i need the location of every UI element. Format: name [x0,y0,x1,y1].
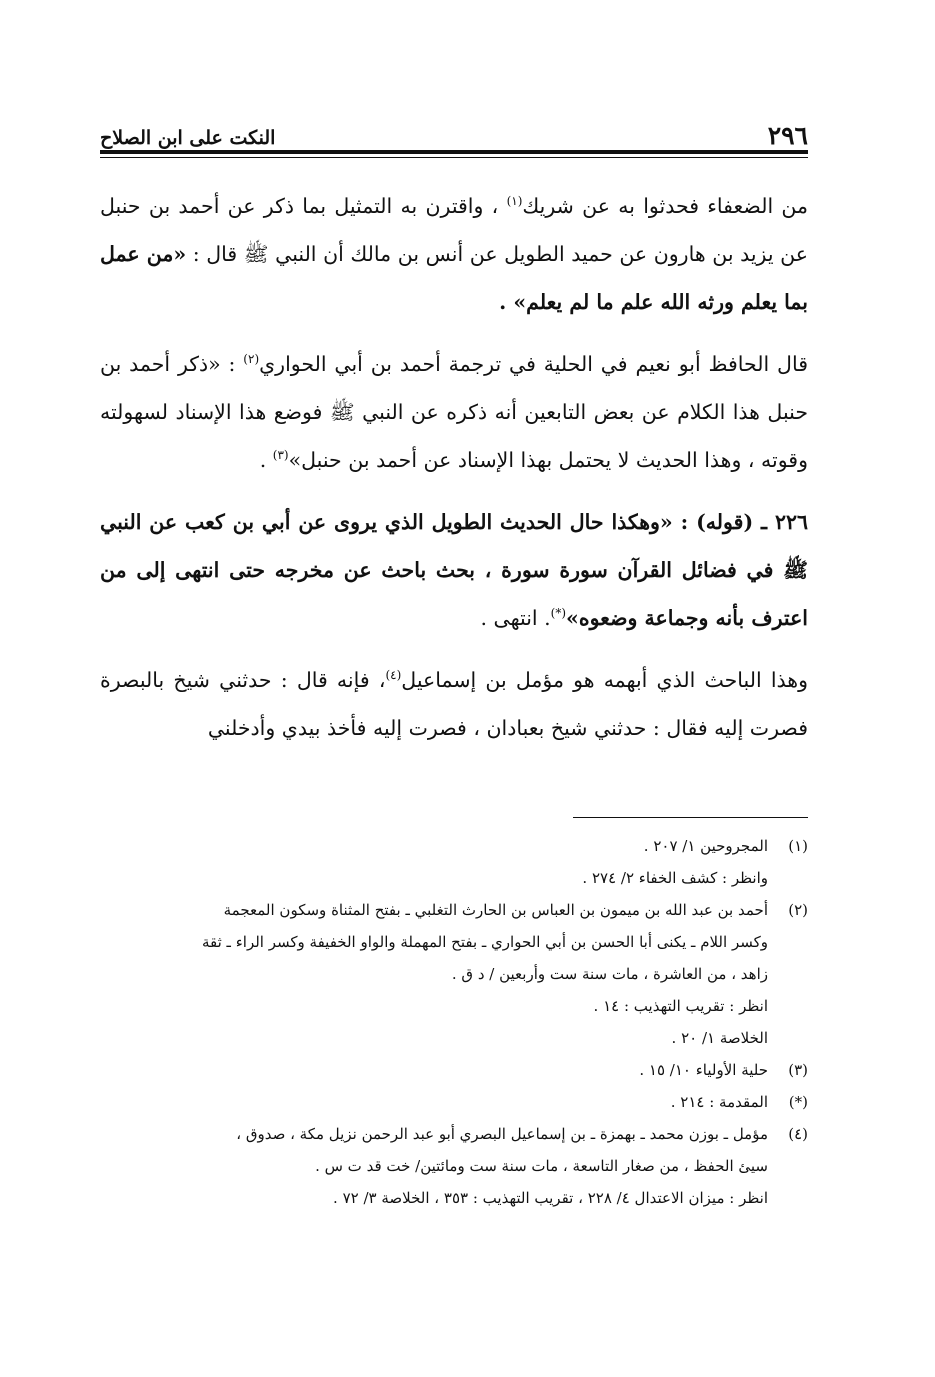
p2-text-1: قال الحافظ أبو نعيم في الحلية في ترجمة أحمد بن أبي الحواري [259,352,808,376]
p1-text-2: ، واقترن به التمثيل بما ذكر عن أحمد بن حنبل عن يزيد بن هارون عن حميد الطويل عن أنس بن مالك أن النبي ﷺ قال : [100,194,808,266]
footnote-ref-2: (٢) [243,352,260,367]
footnote-line: الخلاصة ١/ ٢٠ . [671,1029,768,1047]
p1-hadith-quote: «من عمل بما يعلم ورثه الله علم ما لم يعلم» . [100,242,808,314]
p2-text-2: : «ذكر أحمد بن حنبل هذا الكلام عن بعض التابعين أنه ذكره عن النبي ﷺ فوضع هذا الإسناد لسهولته وقوته ، وهذا الحديث لا يحتمل بهذا الإسناد عن أحمد بن حنبل» [100,352,808,472]
footnote-separator [573,817,808,818]
footnote-line: المقدمة : ٢١٤ . [670,1093,768,1111]
paragraph-4 [100,656,808,752]
paragraph-2 [100,340,808,484]
page-header [100,118,808,148]
p2-text-3: . [259,448,273,472]
footnote-ref-4: (٤) [385,668,402,683]
footnote-line: وانظر : كشف الخفاء ٢/ ٢٧٤ . [582,869,768,887]
footnote-4 [100,1118,808,1214]
footnote-3 [100,1054,808,1086]
footnote-line: زاهد ، من العاشرة ، مات سنة ست وأربعين / د ق . [451,965,768,983]
footnote-ref-1: (١) [506,194,523,209]
footnote-number: (١) [788,837,808,855]
footnote-line: انظر : ميزان الاعتدال ٤/ ٢٢٨ ، تقريب التهذيب : ٣٥٣ ، الخلاصة ٣/ ٧٢ . [333,1189,768,1207]
running-title: النكت على ابن الصلاح [100,127,276,149]
footnote-line: انظر : تقريب التهذيب : ١٤ . [593,997,768,1015]
footnote-ref-3: (٣) [272,448,289,463]
p3-quoted-text: ٢٢٦ ـ (قوله) : «وهكذا حال الحديث الطويل الذي يروى عن أبي بن كعب عن النبي ﷺ في فضائل القرآن سورة سورة ، بحث باحث عن مخرجه حتى انتهى إلى من اعترف بأنه وجماعة وضعوه» [100,510,808,630]
paragraph-3 [100,498,808,642]
page-number: ٢٩٦ [767,121,808,150]
footnote-number: (٤) [788,1125,808,1143]
footnote-line: حلية الأولياء ١٠/ ١٥ . [639,1061,768,1079]
footnote-2 [100,894,808,1054]
footnotes [100,830,808,1214]
footnote-1 [100,830,808,894]
footnote-number: (٢) [788,901,808,919]
footnote-line: أحمد بن عبد الله بن ميمون بن العباس بن الحارث التغلبي ـ بفتح المثناة وسكون المعجمة [223,901,768,919]
footnote-line: سيئ الحفظ ، من صغار التاسعة ، مات سنة ست ومائتين/ خت قد ت س . [315,1157,768,1175]
p1-text-1: من الضعفاء فحدثوا به عن شريك [522,194,808,218]
paragraph-1 [100,182,808,326]
header-rule-thick [100,150,808,154]
footnote-line: وكسر اللام ـ يكنى أبا الحسن بن أبي الحواري ـ بفتح المهملة والواو الخفيفة وكسر الراء ـ ثقة [201,933,768,951]
footnote-star [100,1086,808,1118]
footnote-ref-star: (*) [550,606,567,621]
header-rule-thin [100,157,808,158]
body-text [100,182,808,752]
p3-text-1: . انتهى . [480,606,551,630]
footnote-number: (*) [788,1093,808,1111]
footnote-line: مؤمل ـ بوزن محمد ـ بهمزة ـ بن إسماعيل البصري أبو عبد الرحمن نزيل مكة ، صدوق ، [236,1125,768,1143]
p4-text-2: ، فإنه قال : حدثني شيخ بالبصرة فصرت إليه فقال : حدثني شيخ بعبادان ، فصرت إليه فأخذ بيدي وأدخلني [100,668,808,740]
footnote-line: المجروحين ١/ ٢٠٧ . [643,837,768,855]
p4-text-1: وهذا الباحث الذي أبهمه هو مؤمل بن إسماعيل [401,668,808,692]
footnote-number: (٣) [788,1061,808,1079]
